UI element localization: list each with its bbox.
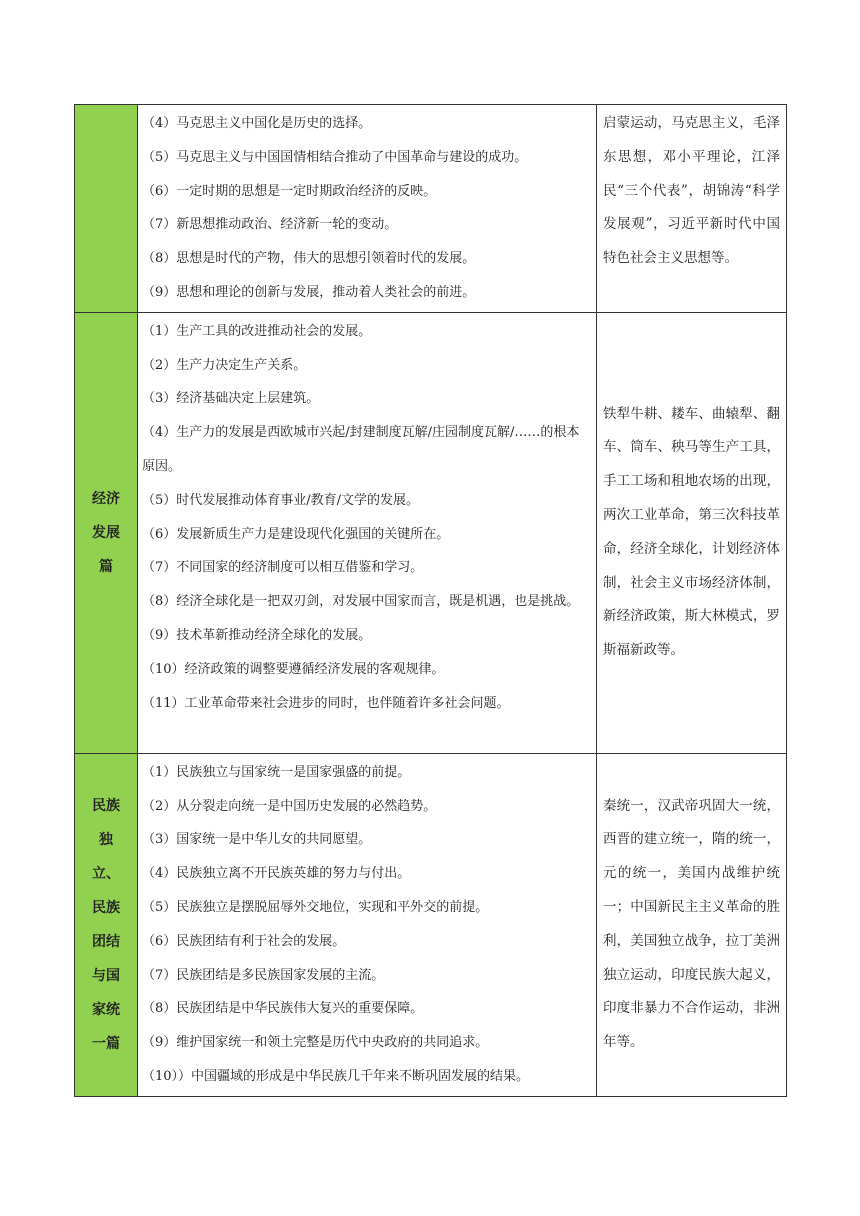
point-item: （2）从分裂走向统一是中国历史发展的必然趋势。 [142,798,437,814]
point-item: （5）时代发展推动体育事业/教育/文学的发展。 [142,492,420,508]
point-item: （3）国家统一是中华儿女的共同愿望。 [142,832,372,848]
examples-text: 铁犁牛耕、耧车、曲辕犁、翻车、筒车、秧马等生产工具，手工工场和租地农场的出现，两次工业革命，第三次科技革命，经济全球化，计划经济体制，社会主义市场经济体制，新经济政策，斯大林模式，罗斯福新政等。 [603,405,780,659]
point-item: （2）生产力决定生产关系。 [142,357,307,373]
point-item: （3）经济基础决定上层建筑。 [142,391,320,407]
points-cell [138,105,597,313]
point-item: （9）思想和理论的创新与发展，推动着人类社会的前进。 [142,284,476,300]
point-item: （5）马克思主义与中国国情相结合推动了中国革命与建设的成功。 [142,149,528,165]
point-item: （4）生产力的发展是西欧城市兴起/封建制度瓦解/庄园制度瓦解/……的根本原因。 [142,425,580,474]
point-item: （7）不同国家的经济制度可以相互借鉴和学习。 [142,560,424,576]
points-cell [138,753,597,1096]
point-item: （4）马克思主义中国化是历史的选择。 [142,116,372,131]
category-cell [75,105,138,313]
summary-table [74,104,787,1097]
examples-text: 启蒙运动，马克思主义，毛泽东思想，邓小平理论，江泽民“三个代表”，胡锦涛“科学发展观”，习近平新时代中国特色社会主义思想等。 [603,115,780,267]
examples-text: 秦统一，汉武帝巩固大一统，西晋的建立统一，隋的统一，元的统一，美国内战维护统一；中国新民主主义革命的胜利，美国独立战争，拉丁美洲独立运动，印度民族大起义，印度非暴力不合作运动，非洲年等。 [603,797,780,1051]
table-row-thought [75,105,787,313]
table-row-nation [75,753,787,1096]
category-label: 经济发展篇 [92,490,120,575]
point-item: （6）民族团结有利于社会的发展。 [142,933,346,949]
point-item: （11）工业革命带来社会进步的同时，也伴随着许多社会问题。 [142,695,510,711]
examples-cell [597,312,787,753]
table-row-economy [75,312,787,753]
examples-cell [597,105,787,313]
point-item: （8）思想是时代的产物，伟大的思想引领着时代的发展。 [142,251,476,267]
point-item: （1）民族独立与国家统一是国家强盛的前提。 [142,764,411,780]
category-cell [75,312,138,753]
point-item: （1）生产工具的改进推动社会的发展。 [142,323,372,339]
point-item: （6）一定时期的思想是一定时期政治经济的反映。 [142,183,437,199]
point-item: （8）民族团结是中华民族伟大复兴的重要保障。 [142,1001,424,1017]
category-label: 民族独立、民族团结与国家统一篇 [92,797,120,1052]
point-item: （10））中国疆域的形成是中华民族几千年来不断巩固发展的结果。 [142,1068,530,1084]
point-item: （4）民族独立离不开民族英雄的努力与付出。 [142,866,411,882]
examples-cell [597,753,787,1096]
point-item: （9）维护国家统一和领土完整是历代中央政府的共同追求。 [142,1035,489,1051]
point-item: （10）经济政策的调整要遵循经济发展的客观规律。 [142,661,445,677]
point-item: （5）民族独立是摆脱屈辱外交地位，实现和平外交的前提。 [142,899,489,915]
category-cell [75,753,138,1096]
point-item: （7）新思想推动政治、经济新一轮的变动。 [142,217,398,233]
point-item: （9）技术革新推动经济全球化的发展。 [142,627,372,643]
point-item: （8）经济全球化是一把双刃剑，对发展中国家而言，既是机遇，也是挑战。 [142,594,580,610]
point-item: （7）民族团结是多民族国家发展的主流。 [142,967,385,983]
point-item: （6）发展新质生产力是建设现代化强国的关键所在。 [142,526,450,542]
points-cell [138,312,597,753]
